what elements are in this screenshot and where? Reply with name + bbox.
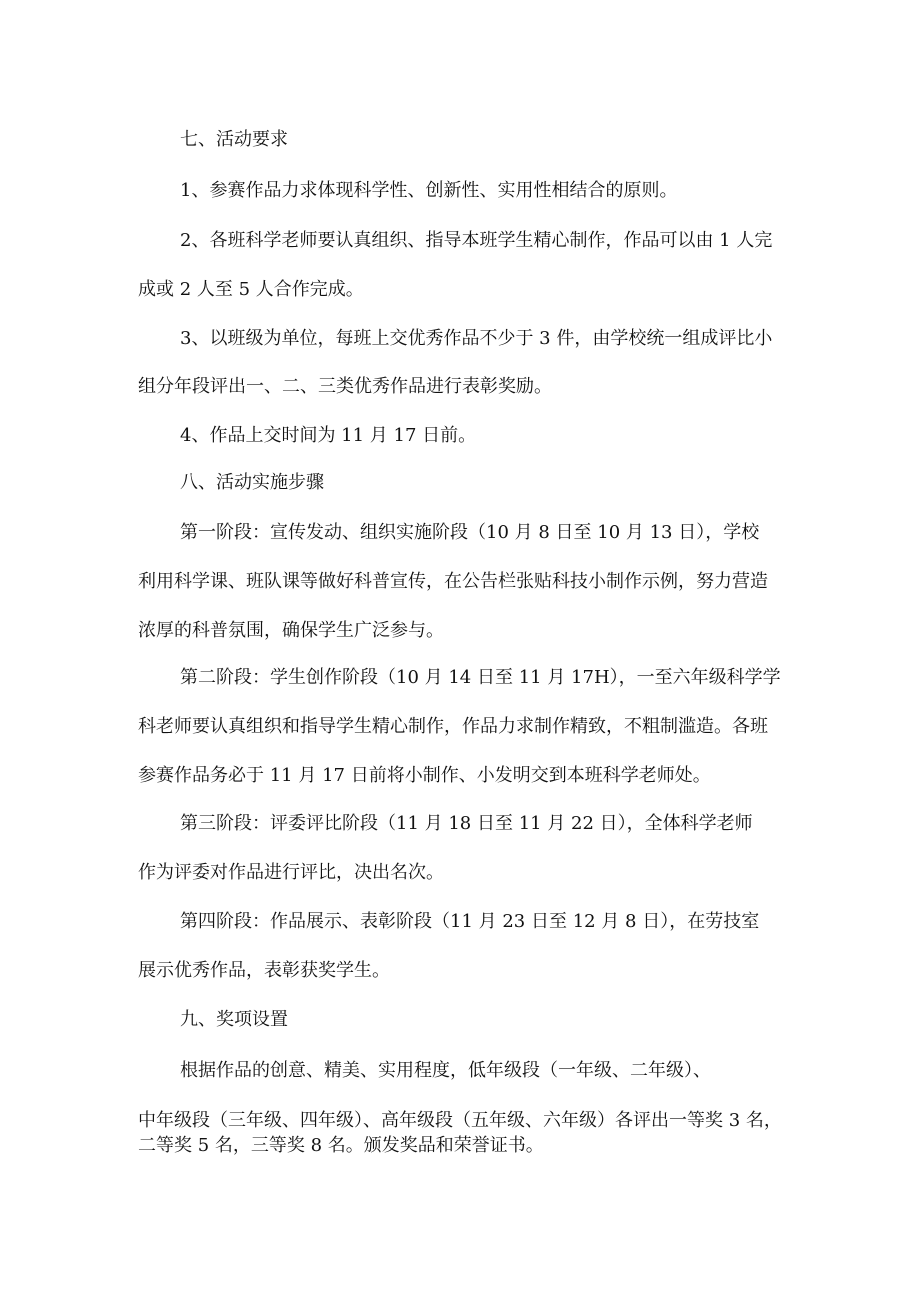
stage-4-line-2: 展示优秀作品，表彰获奖学生。 (138, 960, 390, 981)
awards-line-1: 根据作品的创意、精美、实用程度，低年级段（一年级、二年级）、 (180, 1060, 711, 1081)
stage-3-line-1: 第三阶段：评委评比阶段（11 月 18 日至 11 月 22 日），全体科学老师 (180, 813, 753, 834)
requirement-3-line-1: 3、以班级为单位，每班上交优秀作品不少于 3 件，由学校统一组成评比小 (180, 328, 773, 349)
section-heading-awards: 九、奖项设置 (180, 1009, 288, 1030)
stage-1-line-2: 利用科学课、班队课等做好科普宣传，在公告栏张贴科技小制作示例，努力营造 (138, 571, 768, 592)
requirement-2-line-2: 成或 2 人至 5 人合作完成。 (138, 279, 364, 300)
section-heading-steps: 八、活动实施步骤 (180, 472, 324, 493)
requirement-4: 4、作品上交时间为 11 月 17 日前。 (180, 425, 477, 446)
section-heading-requirements: 七、活动要求 (180, 129, 288, 150)
stage-4-line-1: 第四阶段：作品展示、表彰阶段（11 月 23 日至 12 月 8 日），在劳技室 (180, 911, 760, 932)
stage-2-line-3: 参赛作品务必于 11 月 17 日前将小制作、小发明交到本班科学老师处。 (138, 765, 711, 786)
requirement-2-line-1: 2、各班科学老师要认真组织、指导本班学生精心制作，作品可以由 1 人完 (180, 230, 773, 251)
stage-1-line-3: 浓厚的科普氛围，确保学生广泛参与。 (138, 620, 444, 641)
stage-2-line-2: 科老师要认真组织和指导学生精心制作，作品力求制作精致，不粗制滥造。各班 (138, 716, 768, 737)
stage-2-line-1: 第二阶段：学生创作阶段（10 月 14 日至 11 月 17H），一至六年级科学学 (180, 667, 781, 688)
stage-3-line-2: 作为评委对作品进行评比，决出名次。 (138, 862, 444, 883)
requirement-3-line-2: 组分年段评出一、二、三类优秀作品进行表彰奖励。 (138, 376, 552, 397)
awards-line-3: 二等奖 5 名，三等奖 8 名。颁发奖品和荣誉证书。 (138, 1135, 544, 1156)
requirement-1: 1、参赛作品力求体现科学性、创新性、实用性相结合的原则。 (180, 180, 678, 201)
stage-1-line-1: 第一阶段：宣传发动、组织实施阶段（10 月 8 日至 10 月 13 日），学校 (180, 522, 760, 543)
awards-line-2: 中年级段（三年级、四年级）、高年级段（五年级、六年级）各评出一等奖 3 名， (138, 1110, 782, 1131)
